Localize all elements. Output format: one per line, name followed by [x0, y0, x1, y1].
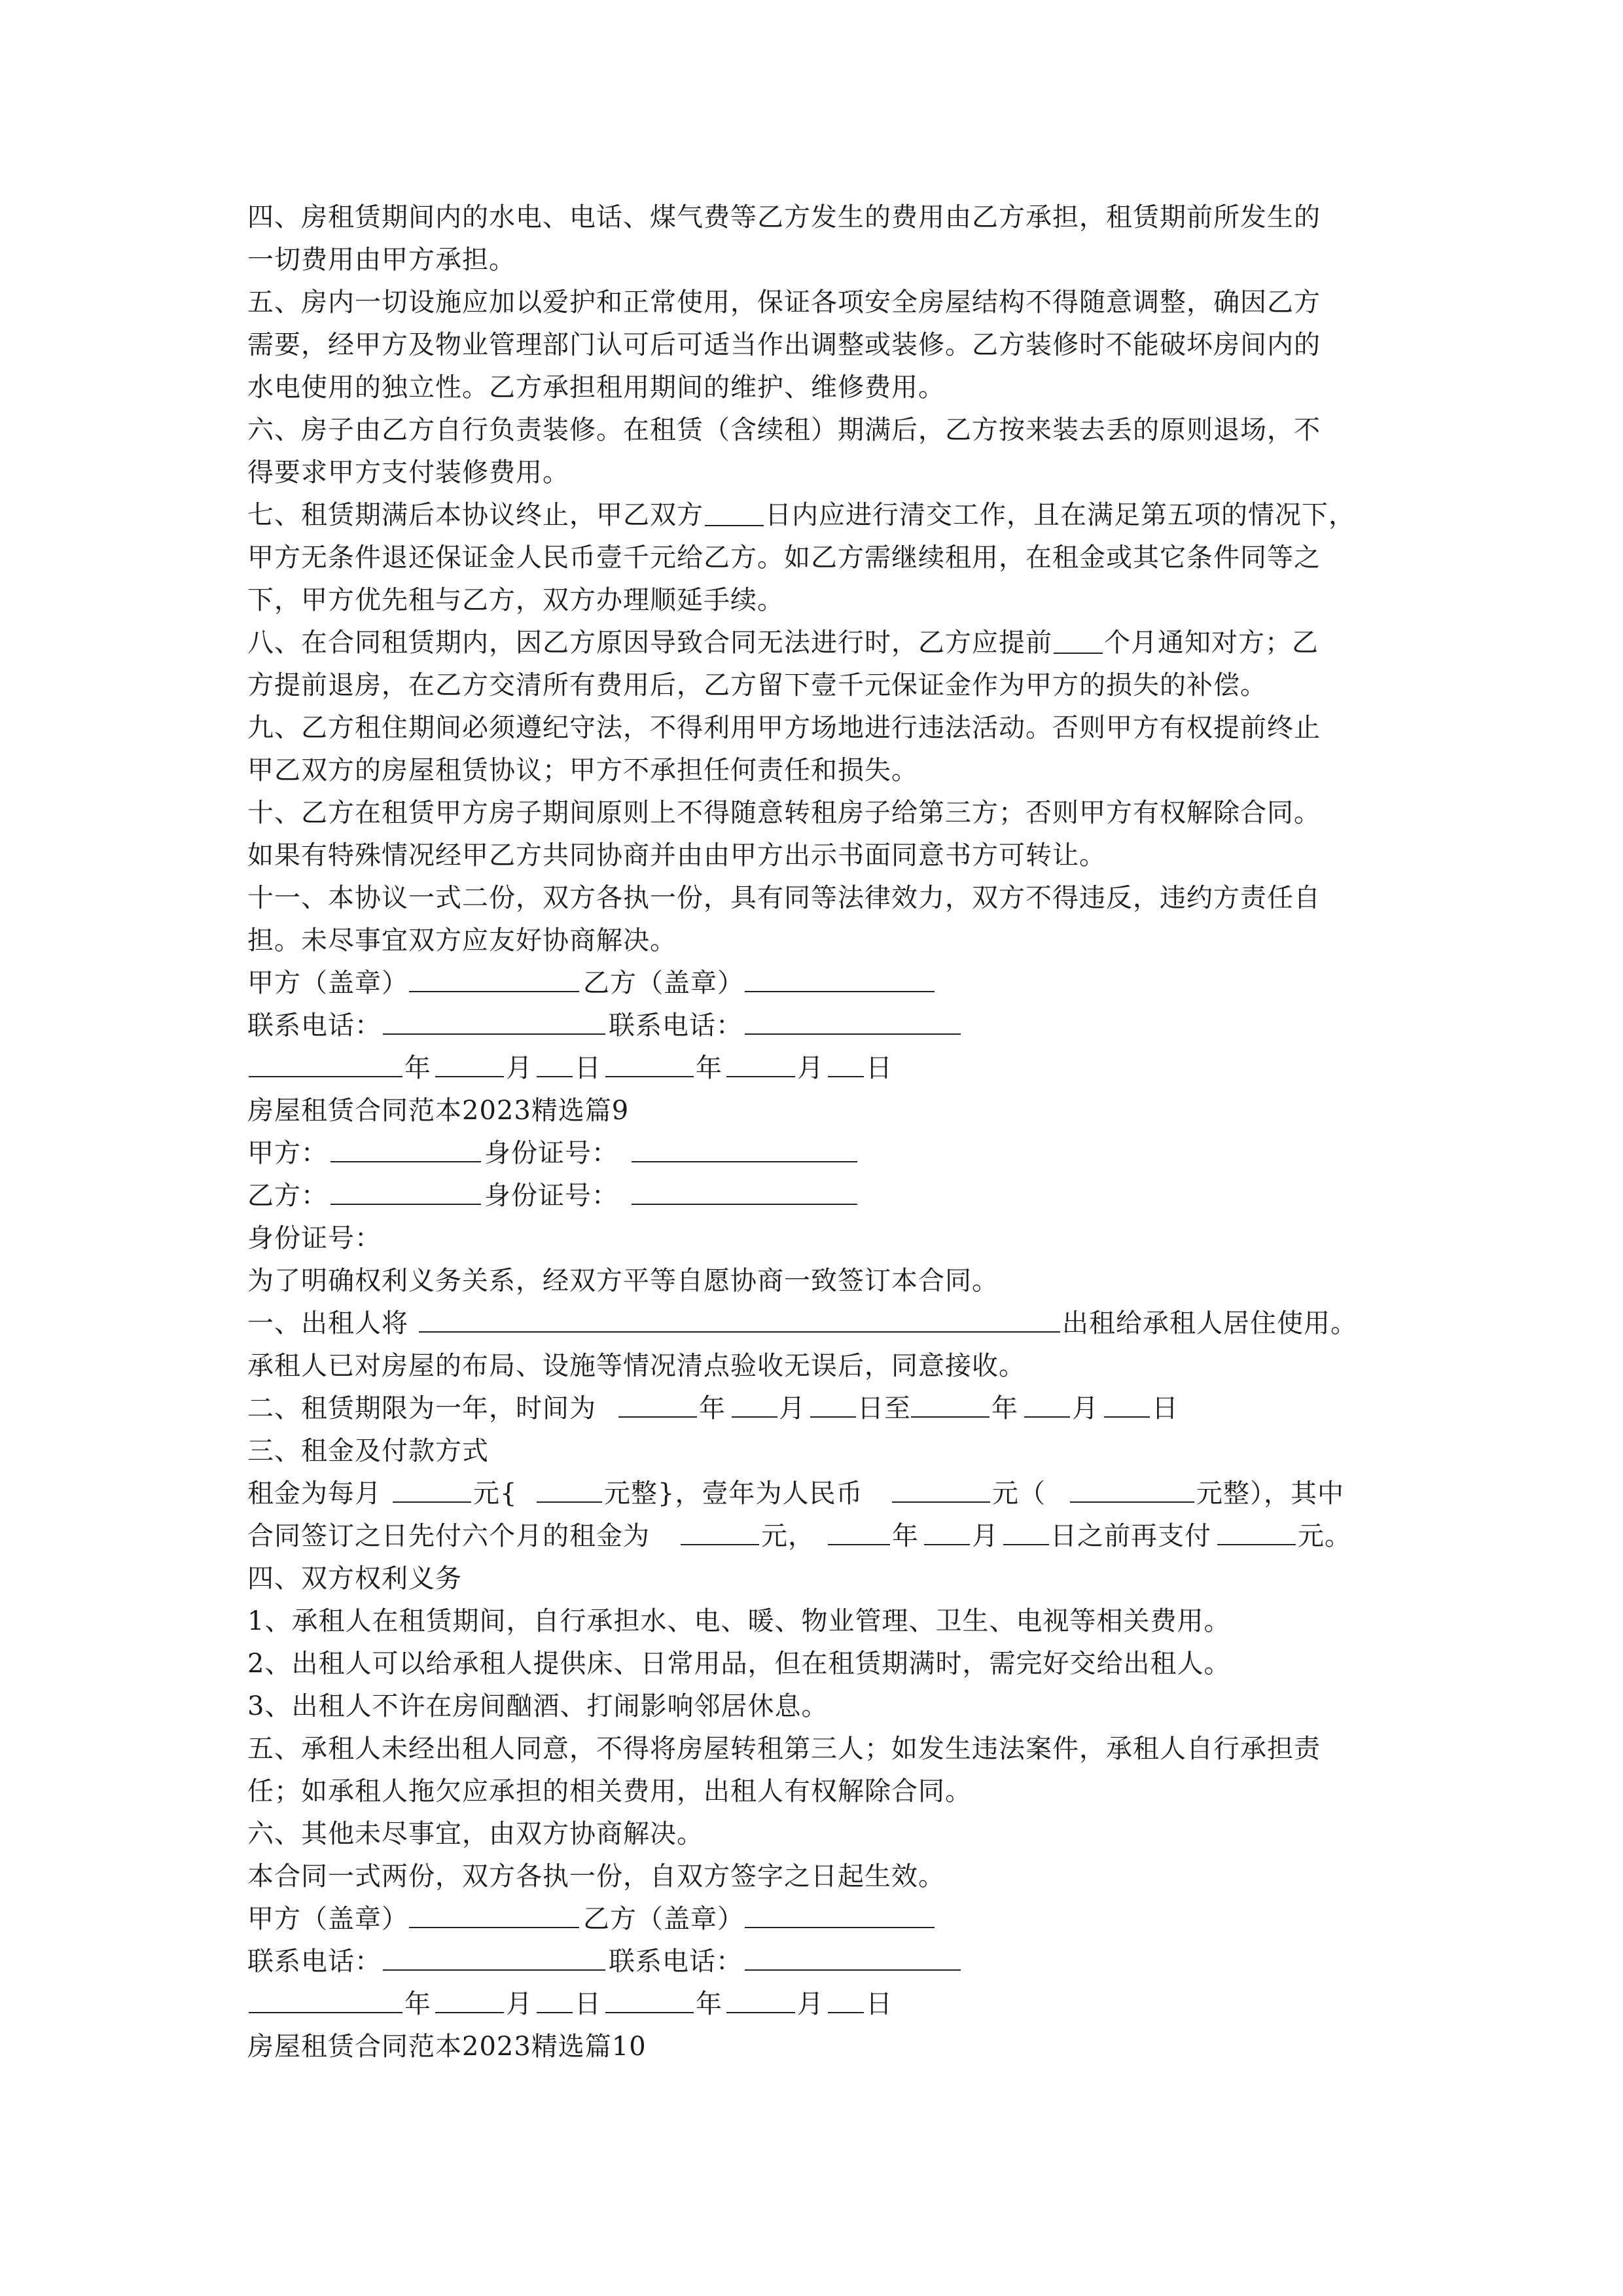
clause-6-line-1: 六、房子由乙方自行负责装修。在租赁（含续租）期满后，乙方按来装去丢的原则退场，不 [247, 415, 1321, 445]
blank [249, 1047, 402, 1077]
party-a-line: 甲方： 身份证号： [247, 1132, 1393, 1175]
blank [419, 1302, 1060, 1333]
blank [732, 1388, 777, 1418]
article-4-item-1: 1、承租人在租赁期间，自行承担水、电、暖、物业管理、卫生、电视等相关费用。 [247, 1606, 1231, 1636]
clause-9-line-2: 甲乙双方的房屋租赁协议；甲方不承担任何责任和损失。 [247, 755, 918, 785]
clause-10-line-2: 如果有特殊情况经甲乙方共同协商并由由甲方出示书面同意书方可转让。 [247, 840, 1106, 870]
clause-7-line-3: 下，甲方优先租与乙方，双方办理顺延手续。 [247, 585, 784, 615]
article-4-item-3: 3、出租人不许在房间酗酒、打闹影响邻居休息。 [247, 1691, 829, 1721]
article-5-line-2: 任；如承租人拖欠应承担的相关费用，出租人有权解除合同。 [247, 1776, 972, 1806]
article-1-line-1: 一、出租人将 出租给承租人居住使用。 [247, 1302, 1393, 1345]
blank [409, 1898, 579, 1928]
clause-8-line-2: 方提前退房，在乙方交清所有费用后，乙方留下壹千元保证金作为甲方的损失的补偿。 [247, 670, 1267, 700]
blank [1104, 1388, 1150, 1418]
effective-clause: 本合同一式两份，双方各执一份，自双方签字之日起生效。 [247, 1861, 945, 1892]
article-4-item-2: 2、出租人可以给承租人提供床、日常用品，但在租赁期满时，需完好交给出租人。 [247, 1649, 1231, 1679]
blank [537, 1473, 602, 1503]
clause-4-line-2: 一切费用由甲方承担。 [247, 245, 516, 275]
clause-5-line-2: 需要，经甲方及物业管理部门认可后可适当作出调整或装修。乙方装修时不能破坏房间内的 [247, 330, 1321, 360]
blank [1024, 1388, 1070, 1418]
id-number-line: 身份证号： [247, 1223, 382, 1253]
clause-8-line-1: 八、在合同租赁期内，因乙方原因导致合同无法进行时，乙方应提前 个月通知对方；乙 [247, 622, 1393, 664]
blank [745, 1898, 935, 1928]
blank [618, 1388, 697, 1418]
clause-6-line-2: 得要求甲方支付装修费用。 [247, 457, 569, 488]
article-1-line-2: 承租人已对房屋的布局、设施等情况清点验收无误后，同意接收。 [247, 1351, 1026, 1381]
signature-phone-line-2: 联系电话： 联系电话： [247, 1941, 1393, 1983]
clause-7-line-2: 甲方无条件退还保证金人民币壹千元给乙方。如乙方需继续租用，在租金或其它条件同等之 [247, 543, 1321, 573]
clause-4-line-1: 四、房租赁期间内的水电、电话、煤气费等乙方发生的费用由乙方承担，租赁期前所发生的 [247, 202, 1321, 232]
blank [632, 1132, 857, 1162]
blank [726, 1047, 795, 1077]
section-heading: 房屋租赁合同范本2023精选篇9 [247, 1096, 630, 1126]
clause-9-line-1: 九、乙方租住期间必须遵纪守法，不得利用甲方场地进行违法活动。否则甲方有权提前终止 [247, 713, 1321, 743]
clause-7-line-1: 七、租赁期满后本协议终止，甲乙双方 日内应进行清交工作，且在满足第五项的情况下， [247, 494, 1393, 537]
article-4-heading: 四、双方权利义务 [247, 1564, 462, 1594]
article-3-heading: 三、租金及付款方式 [247, 1436, 489, 1466]
article-6: 六、其他未尽事宜，由双方协商解决。 [247, 1819, 704, 1849]
blank [828, 1983, 864, 2013]
blank [1054, 624, 1103, 654]
article-2-line: 二、租赁期限为一年，时间为 年 月 日至 年 月 日 [247, 1388, 1393, 1430]
blank [828, 1515, 890, 1545]
party-b-line: 乙方： 身份证号： [247, 1175, 1393, 1217]
signature-seal-line: 甲方（盖章） 乙方（盖章） [247, 962, 1393, 1005]
blank [537, 1047, 573, 1077]
blank [605, 1983, 694, 2013]
blank [330, 1175, 481, 1205]
signature-date-line-2: 年 月 日 年 月 日 [247, 1983, 1393, 2026]
clause-11-line-2: 担。未尽事宜双方应友好协商解决。 [247, 925, 677, 956]
blank [828, 1047, 864, 1077]
signature-phone-line: 联系电话： 联系电话： [247, 1005, 1393, 1047]
blank [892, 1473, 990, 1503]
blank [924, 1515, 970, 1545]
signature-seal-line-2: 甲方（盖章） 乙方（盖章） [247, 1898, 1393, 1941]
blank [745, 1005, 961, 1035]
blank [393, 1473, 471, 1503]
blank [1217, 1515, 1296, 1545]
blank [726, 1983, 795, 2013]
blank [1070, 1473, 1194, 1503]
article-3-rent-line: 租金为每月 元{ 元整}，壹年为人民币 元（ 元整），其中 [247, 1473, 1393, 1515]
blank [632, 1175, 857, 1205]
clause-5-line-3: 水电使用的独立性。乙方承担租用期间的维护、维修费用。 [247, 372, 945, 403]
blank [383, 1005, 605, 1035]
blank [605, 1047, 694, 1077]
blank [705, 496, 764, 526]
section-heading-next: 房屋租赁合同范本2023精选篇10 [247, 2032, 647, 2062]
blank [330, 1132, 481, 1162]
preamble: 为了明确权利义务关系，经双方平等自愿协商一致签订本合同。 [247, 1266, 999, 1296]
article-5-line-1: 五、承租人未经出租人同意，不得将房屋转租第三人；如发生违法案件，承租人自行承担责 [247, 1734, 1321, 1764]
clause-10-line-1: 十、乙方在租赁甲方房子期间原则上不得随意转租房子给第三方；否则甲方有权解除合同。 [247, 798, 1321, 828]
blank [435, 1047, 504, 1077]
blank [745, 1941, 961, 1971]
blank [911, 1388, 990, 1418]
blank [383, 1941, 605, 1971]
contract-page [247, 196, 1393, 2068]
blank [745, 962, 935, 992]
clause-5-line-1: 五、房内一切设施应加以爱护和正常使用，保证各项安全房屋结构不得随意调整，确因乙方 [247, 287, 1321, 317]
blank [409, 962, 579, 992]
signature-date-line: 年 月 日 年 月 日 [247, 1047, 1393, 1090]
blank [249, 1983, 402, 2013]
article-3-payment-line: 合同签订之日先付六个月的租金为 元， 年 月 日之前再支付 元。 [247, 1515, 1393, 1558]
blank [810, 1388, 856, 1418]
clause-11-line-1: 十一、本协议一式二份，双方各执一份，具有同等法律效力，双方不得违反，违约方责任自 [247, 883, 1321, 913]
blank [1003, 1515, 1049, 1545]
blank [537, 1983, 573, 2013]
blank [681, 1515, 759, 1545]
blank [435, 1983, 504, 2013]
